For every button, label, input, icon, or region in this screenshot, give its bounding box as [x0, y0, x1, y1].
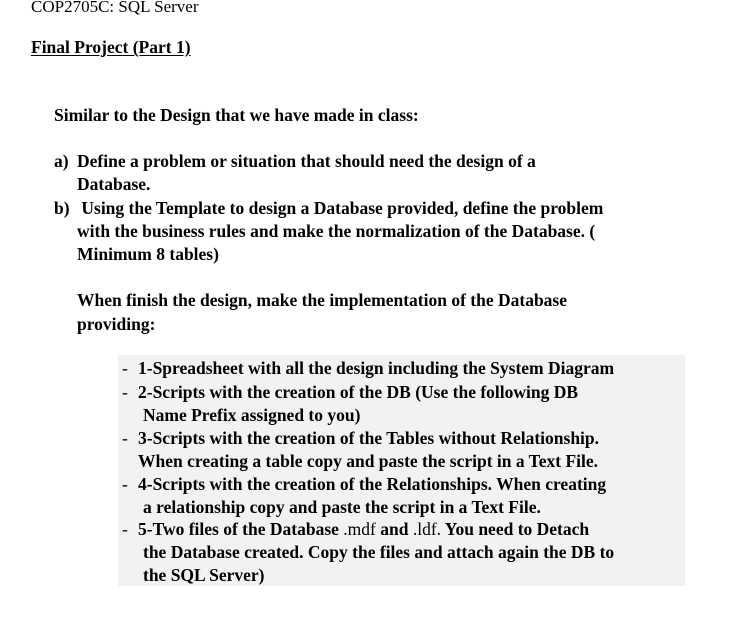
question-a-line1: Define a problem or situation that should need the design of a	[77, 151, 536, 171]
deliverable-2-line1: 2-Scripts with the creation of the DB (Use the following DB	[138, 382, 579, 402]
bullet-dash: -	[122, 382, 128, 402]
deliverable-3-line2: When creating a table copy and paste the script in a Text File.	[138, 451, 599, 471]
deliverable-3	[122, 427, 599, 473]
question-b	[54, 197, 603, 266]
deliverable-2	[122, 381, 578, 427]
question-a-line2: Database.	[77, 174, 151, 194]
deliverable-5-line1	[122, 518, 614, 541]
question-b-label: b)	[54, 198, 70, 218]
deliverable-5-text-a: 5-Two files of the Database	[138, 519, 344, 539]
bullet-dash: -	[122, 358, 128, 378]
question-b-line3: Minimum 8 tables)	[77, 244, 219, 264]
deliverable-5-line3: the SQL Server)	[143, 565, 265, 585]
deliverable-5-text-e: You need to Detach	[441, 519, 590, 539]
deliverable-1-line1: 1-Spreadsheet with all the design including the System Diagram	[138, 358, 615, 378]
deliverable-5-text-c: and	[375, 519, 413, 539]
deliverable-4-line1: 4-Scripts with the creation of the Relationships. When creating	[138, 474, 607, 494]
deliverable-5	[122, 518, 614, 587]
intro-text: Similar to the Design that we have made in class:	[54, 105, 419, 125]
question-b-line2: with the business rules and make the normalization of the Database. (	[77, 221, 596, 241]
mdf-extension: .mdf	[343, 519, 376, 539]
finish-line2: providing:	[77, 314, 156, 334]
deliverable-4-line2: a relationship copy and paste the script in a Text File.	[143, 497, 541, 517]
ldf-extension: .ldf.	[412, 519, 442, 539]
question-a-label: a)	[54, 151, 69, 171]
page-title: Final Project (Part 1)	[31, 37, 191, 57]
question-a	[54, 150, 536, 196]
deliverable-2-line2: Name Prefix assigned to you)	[143, 405, 361, 425]
deliverable-3-line1: 3-Scripts with the creation of the Tables without Relationship.	[138, 428, 600, 448]
bullet-dash: -	[122, 428, 128, 448]
bullet-dash: -	[122, 519, 128, 539]
finish-paragraph	[77, 288, 567, 336]
deliverable-5-line2: the Database created. Copy the files and attach again the DB to	[143, 542, 615, 562]
bullet-dash: -	[122, 474, 128, 494]
course-header: COP2705C: SQL Server	[31, 0, 199, 16]
question-b-line1: Using the Template to design a Database provided, define the problem	[77, 198, 604, 218]
finish-line1: When finish the design, make the implementation of the Database	[77, 290, 568, 310]
deliverable-4	[122, 473, 606, 519]
deliverable-1	[122, 357, 614, 380]
